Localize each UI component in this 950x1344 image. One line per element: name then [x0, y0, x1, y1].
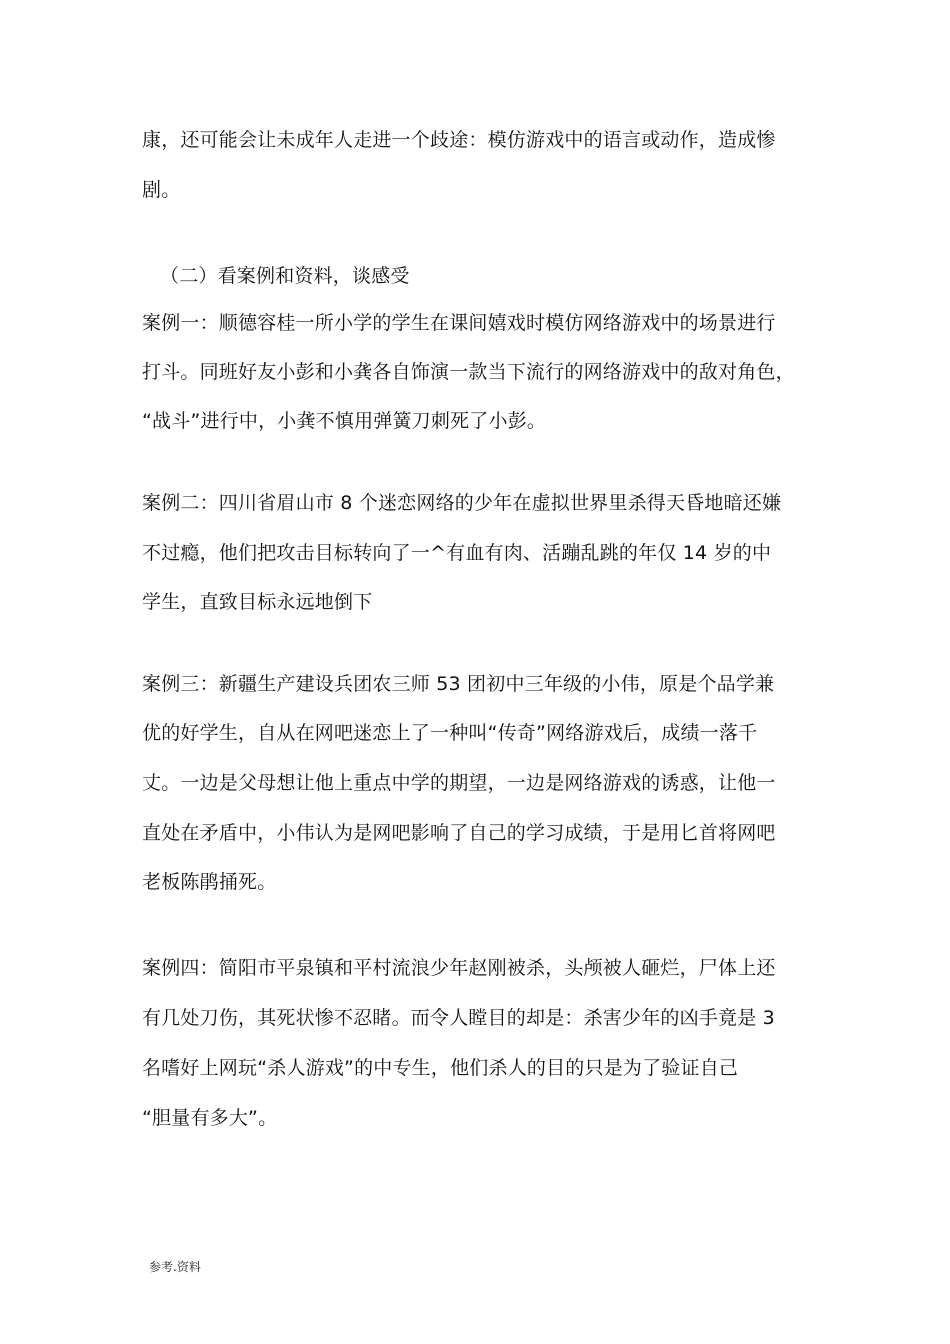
paragraph-line: 剧。 [142, 179, 181, 201]
case-4-line: 名嗜好上网玩“杀人游戏”的中专生，他们杀人的目的只是为了验证自己 [142, 1057, 739, 1079]
case-4-line: 案例四：简阳市平泉镇和平村流浪少年赵刚被杀，头颅被人砸烂，尸体上还 [142, 957, 776, 979]
paragraph-line: 康，还可能会让未成年人走进一个歧途：模仿游戏中的语言或动作，造成惨 [142, 129, 776, 151]
case-2-line: 学生，直致目标永远地倒下 [142, 591, 373, 613]
section-heading: （二）看案例和资料，谈感受 [160, 265, 410, 287]
case-1-line: “战斗”进行中，小龚不慎用弹簧刀刺死了小彭。 [142, 410, 547, 432]
case-1-line: 打斗。同班好友小彭和小龚各自饰演一款当下流行的网络游戏中的敌对角色， [142, 361, 795, 383]
case-3-line: 案例三：新疆生产建设兵团农三师 53 团初中三年级的小伟，原是个品学兼 [142, 673, 775, 695]
case-4-line: “胆量有多大”。 [142, 1107, 278, 1129]
case-3-line: 优的好学生，自从在网吧迷恋上了一种叫“传奇”网络游戏后，成绩一落千 [142, 722, 758, 744]
case-2-line: 案例二：四川省眉山市 8 个迷恋网络的少年在虚拟世界里杀得天昏地暗还嫌 [142, 492, 782, 514]
case-1-line: 案例一：顺德容桂一所小学的学生在课间嬉戏时模仿网络游戏中的场景进行 [142, 312, 776, 334]
page-footer: 参考.资料 [149, 1260, 201, 1274]
case-3-line: 丈。一边是父母想让他上重点中学的期望，一边是网络游戏的诱惑，让他一 [142, 772, 776, 794]
case-3-line: 老板陈鹃捅死。 [142, 871, 277, 893]
case-3-line: 直处在矛盾中，小伟认为是网吧影响了自己的学习成绩，于是用匕首将网吧 [142, 822, 776, 844]
case-2-line: 不过瘾，他们把攻击目标转向了一^有血有肉、活蹦乱跳的年仅 14 岁的中 [142, 542, 772, 564]
case-4-line: 有几处刀伤，其死状惨不忍睹。而令人瞠目的却是：杀害少年的凶手竟是 3 [142, 1007, 775, 1029]
